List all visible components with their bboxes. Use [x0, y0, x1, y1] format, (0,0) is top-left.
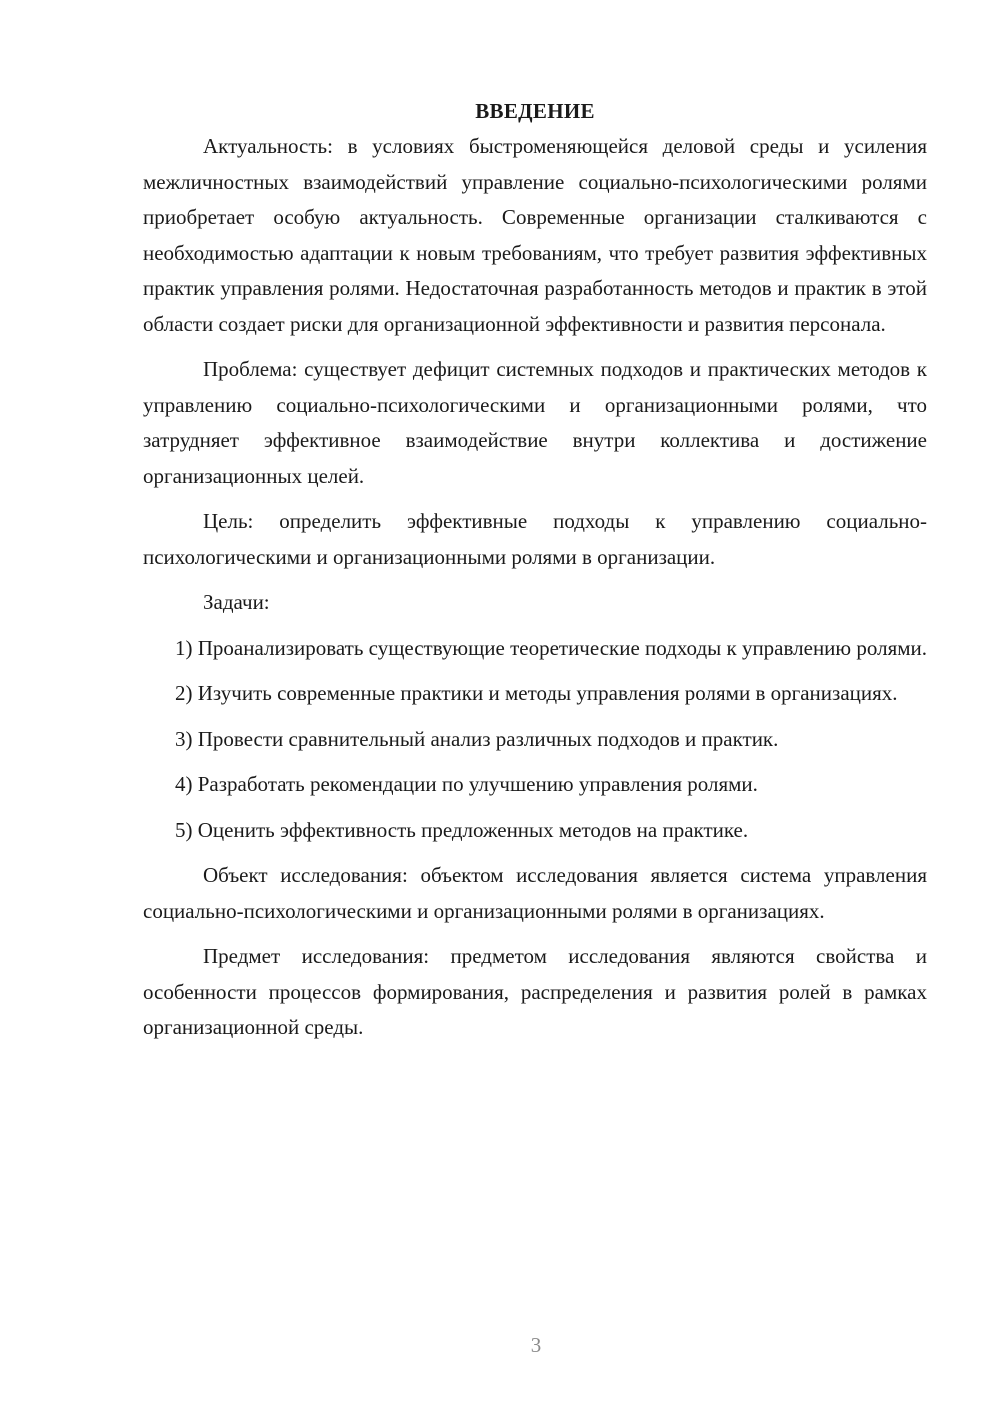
page-content — [143, 94, 927, 1056]
subject-paragraph: Предмет исследования: предметом исследования являются свойства и особенности процессов формирования, распределения и развития ролей в рамках организационной среды. — [143, 944, 927, 1039]
tasks-heading: Задачи: — [203, 590, 270, 614]
problem-paragraph: Проблема: существует дефицит системных подходов и практических методов к управлению социально-психологическими и организационными ролями, что затрудняет эффективное взаимодействие внутри коллектива и достижение организационных целей. — [143, 357, 927, 488]
task-item-5: 5) Оценить эффективность предложенных методов на практике. — [175, 817, 749, 842]
object-paragraph: Объект исследования: объектом исследования является система управления социально-психологическими и организационными ролями в организациях. — [143, 863, 927, 923]
task-item-2: 2) Изучить современные практики и методы управления ролями в организациях. — [175, 681, 898, 705]
relevance-paragraph: Актуальность: в условиях быстроменяющейся деловой среды и усиления межличностных взаимодействий управление социально-психологическими ролями приобретает особую актуальность. Современные организации сталкиваются с необходимостью адаптации к новым требованиям, что требует развития эффективных практик управления ролями. Недостаточная разработанность методов и практик в этой области создает риски для организационной эффективности и развития персонала. — [143, 134, 927, 336]
goal-paragraph: Цель: определить эффективные подходы к управлению социально-психологическими и организационными ролями в организации. — [143, 509, 927, 569]
task-item-3: 3) Провести сравнительный анализ различных подходов и практик. — [175, 726, 779, 751]
task-item-4: 4) Разработать рекомендации по улучшению управления ролями. — [175, 772, 758, 796]
page-title: ВВЕДЕНИЕ — [475, 99, 595, 123]
page-number: 3 — [530, 1333, 542, 1357]
task-item-1: 1) Проанализировать существующие теоретические подходы к управлению ролями. — [175, 635, 928, 660]
